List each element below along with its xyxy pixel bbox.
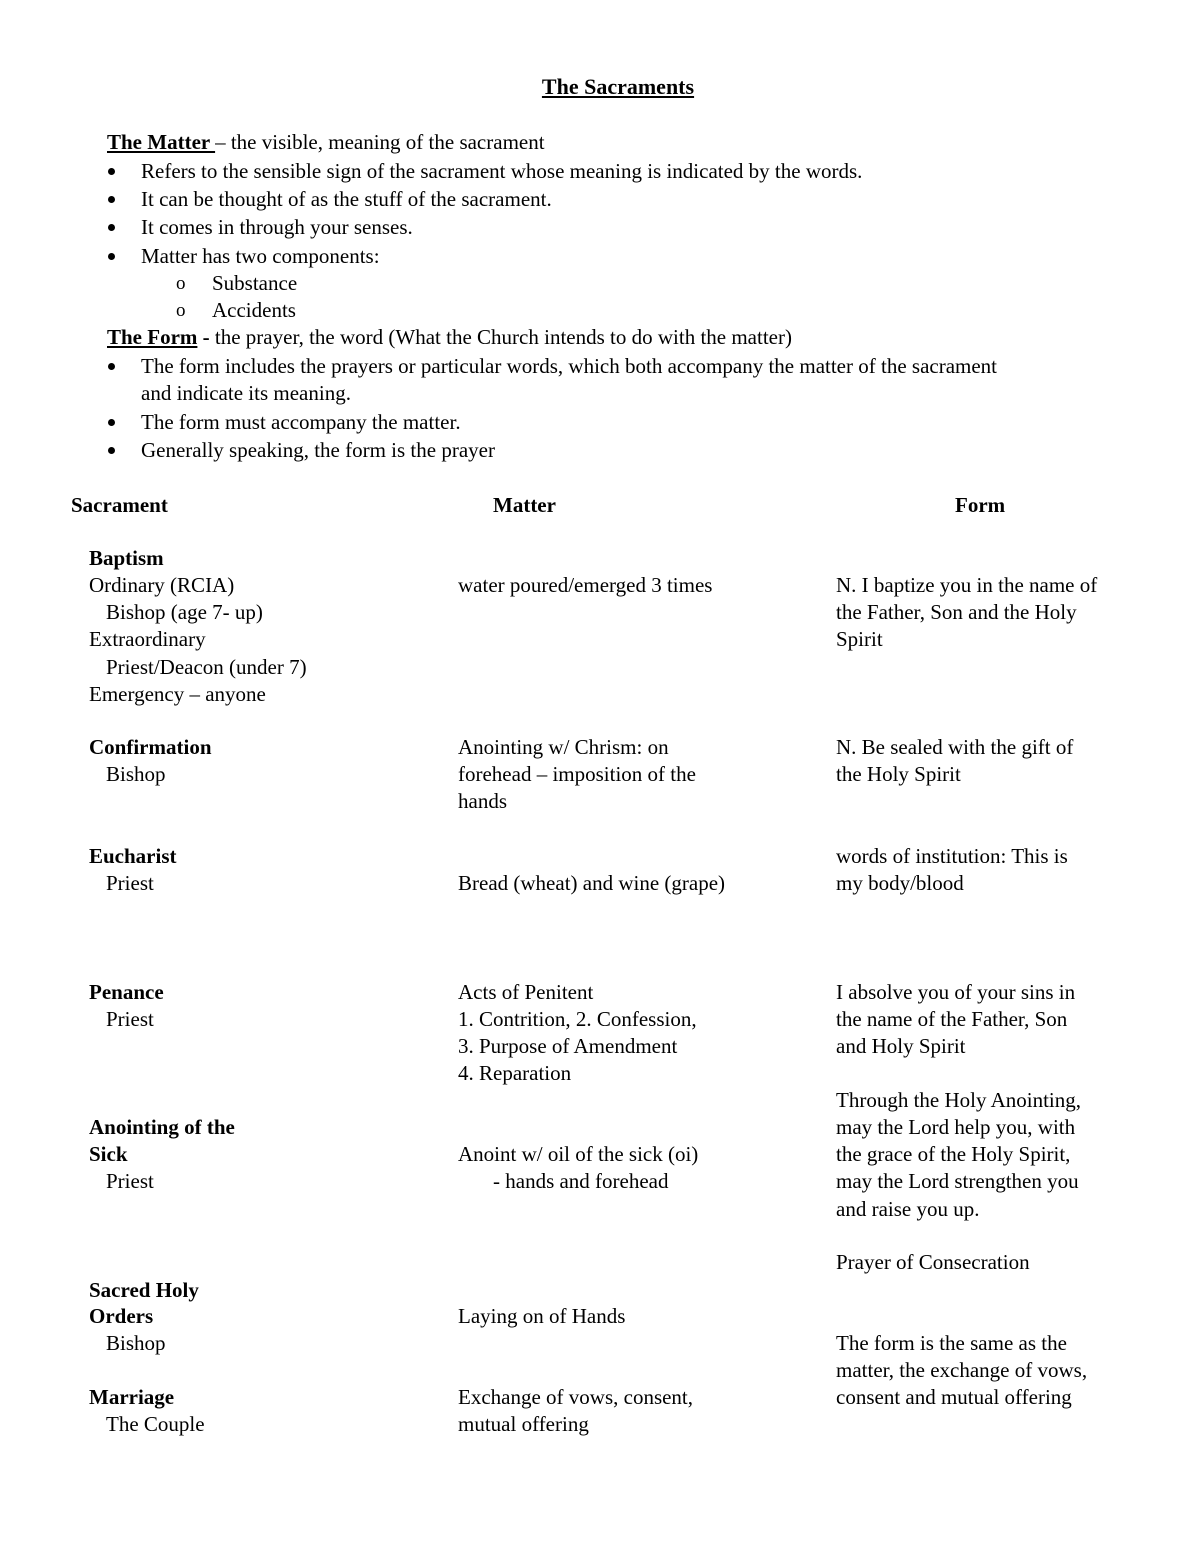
form-cell: N. Be sealed with the gift of bbox=[836, 735, 1074, 759]
minister-line: The Couple bbox=[106, 1412, 205, 1436]
matter-cell: 4. Reparation bbox=[458, 1061, 572, 1085]
sacrament-name-eucharist: Eucharist bbox=[89, 844, 177, 868]
form-cell: Spirit bbox=[836, 627, 883, 651]
form-cell: N. I baptize you in the name of bbox=[836, 573, 1098, 597]
page-title: The Sacraments bbox=[541, 74, 695, 99]
form-cell: and raise you up. bbox=[836, 1197, 980, 1221]
sacrament-name-anointing-continued: Sick bbox=[89, 1142, 128, 1166]
matter-cell: Laying on of Hands bbox=[458, 1304, 626, 1328]
bullet-icon bbox=[108, 363, 115, 370]
bullet-icon bbox=[108, 196, 115, 203]
matter-sub-bullet: Substance bbox=[212, 271, 298, 295]
sacrament-name-anointing: Anointing of the bbox=[89, 1115, 235, 1139]
sacrament-name-orders-continued: Orders bbox=[89, 1304, 154, 1328]
matter-bullet: Matter has two components: bbox=[141, 244, 380, 268]
minister-line: Priest bbox=[106, 1169, 154, 1193]
form-term: The Form bbox=[107, 325, 198, 349]
sacrament-name-marriage: Marriage bbox=[89, 1385, 175, 1409]
header-sacrament: Sacrament bbox=[71, 493, 168, 517]
form-cell: words of institution: This is bbox=[836, 844, 1068, 868]
matter-cell: Acts of Penitent bbox=[458, 980, 594, 1004]
form-cell: and Holy Spirit bbox=[836, 1034, 966, 1058]
matter-cell: mutual offering bbox=[458, 1412, 589, 1436]
form-bullet-continued: and indicate its meaning. bbox=[141, 381, 351, 405]
matter-bullet: It comes in through your senses. bbox=[141, 215, 413, 239]
form-cell: Prayer of Consecration bbox=[836, 1250, 1030, 1274]
bullet-icon bbox=[108, 419, 115, 426]
header-matter: Matter bbox=[493, 493, 556, 517]
minister-line: Extraordinary bbox=[89, 627, 206, 651]
form-definition: the prayer, the word (What the Church intends to do with the matter) bbox=[209, 325, 792, 349]
sacrament-name-orders: Sacred Holy bbox=[89, 1278, 199, 1302]
minister-line: Bishop (age 7- up) bbox=[106, 600, 263, 624]
form-dash: - bbox=[197, 325, 210, 349]
matter-term: The Matter bbox=[107, 130, 216, 154]
form-cell: the name of the Father, Son bbox=[836, 1007, 1068, 1031]
matter-sub-bullet: Accidents bbox=[212, 298, 296, 322]
form-cell: may the Lord strengthen you bbox=[836, 1169, 1079, 1193]
sacrament-name-confirmation: Confirmation bbox=[89, 735, 212, 759]
matter-cell: 3. Purpose of Amendment bbox=[458, 1034, 678, 1058]
minister-line: Priest bbox=[106, 1007, 154, 1031]
form-heading bbox=[107, 324, 792, 351]
minister-line: Ordinary (RCIA) bbox=[89, 573, 235, 597]
form-cell: matter, the exchange of vows, bbox=[836, 1358, 1088, 1382]
minister-line: Emergency – anyone bbox=[89, 682, 266, 706]
matter-cell: forehead – imposition of the bbox=[458, 762, 696, 786]
form-cell: my body/blood bbox=[836, 871, 964, 895]
form-cell: I absolve you of your sins in bbox=[836, 980, 1076, 1004]
form-bullet: The form must accompany the matter. bbox=[141, 410, 461, 434]
form-cell: The form is the same as the bbox=[836, 1331, 1067, 1355]
minister-line: Bishop bbox=[106, 762, 166, 786]
form-bullet: The form includes the prayers or particular words, which both accompany the matter of the sacrament bbox=[141, 354, 998, 378]
minister-line: Priest/Deacon (under 7) bbox=[106, 655, 307, 679]
header-form: Form bbox=[955, 493, 1006, 517]
matter-definition: – the visible, meaning of the sacrament bbox=[215, 130, 545, 154]
matter-cell: water poured/emerged 3 times bbox=[458, 573, 713, 597]
matter-cell: - hands and forehead bbox=[493, 1169, 669, 1193]
circle-bullet-icon: o bbox=[176, 273, 186, 294]
matter-cell: Anointing w/ Chrism: on bbox=[458, 735, 669, 759]
matter-cell: hands bbox=[458, 789, 507, 813]
bullet-icon bbox=[108, 168, 115, 175]
matter-bullet: It can be thought of as the stuff of the sacrament. bbox=[141, 187, 552, 211]
matter-heading bbox=[107, 129, 545, 156]
minister-line: Priest bbox=[106, 871, 154, 895]
form-cell: Through the Holy Anointing, bbox=[836, 1088, 1081, 1112]
circle-bullet-icon: o bbox=[176, 300, 186, 321]
matter-cell: Bread (wheat) and wine (grape) bbox=[458, 871, 726, 895]
bullet-icon bbox=[108, 253, 115, 260]
matter-cell: Anoint w/ oil of the sick (oi) bbox=[458, 1142, 699, 1166]
form-cell: the Father, Son and the Holy bbox=[836, 600, 1077, 624]
form-bullet: Generally speaking, the form is the prayer bbox=[141, 438, 495, 462]
minister-line: Bishop bbox=[106, 1331, 166, 1355]
matter-cell: 1. Contrition, 2. Confession, bbox=[458, 1007, 697, 1031]
matter-cell: Exchange of vows, consent, bbox=[458, 1385, 694, 1409]
sacrament-name-baptism: Baptism bbox=[89, 546, 164, 570]
form-cell: may the Lord help you, with bbox=[836, 1115, 1076, 1139]
bullet-icon bbox=[108, 224, 115, 231]
form-cell: the Holy Spirit bbox=[836, 762, 961, 786]
sacrament-name-penance: Penance bbox=[89, 980, 164, 1004]
bullet-icon bbox=[108, 447, 115, 454]
matter-bullet: Refers to the sensible sign of the sacrament whose meaning is indicated by the words. bbox=[141, 159, 863, 183]
form-cell: consent and mutual offering bbox=[836, 1385, 1072, 1409]
form-cell: the grace of the Holy Spirit, bbox=[836, 1142, 1071, 1166]
